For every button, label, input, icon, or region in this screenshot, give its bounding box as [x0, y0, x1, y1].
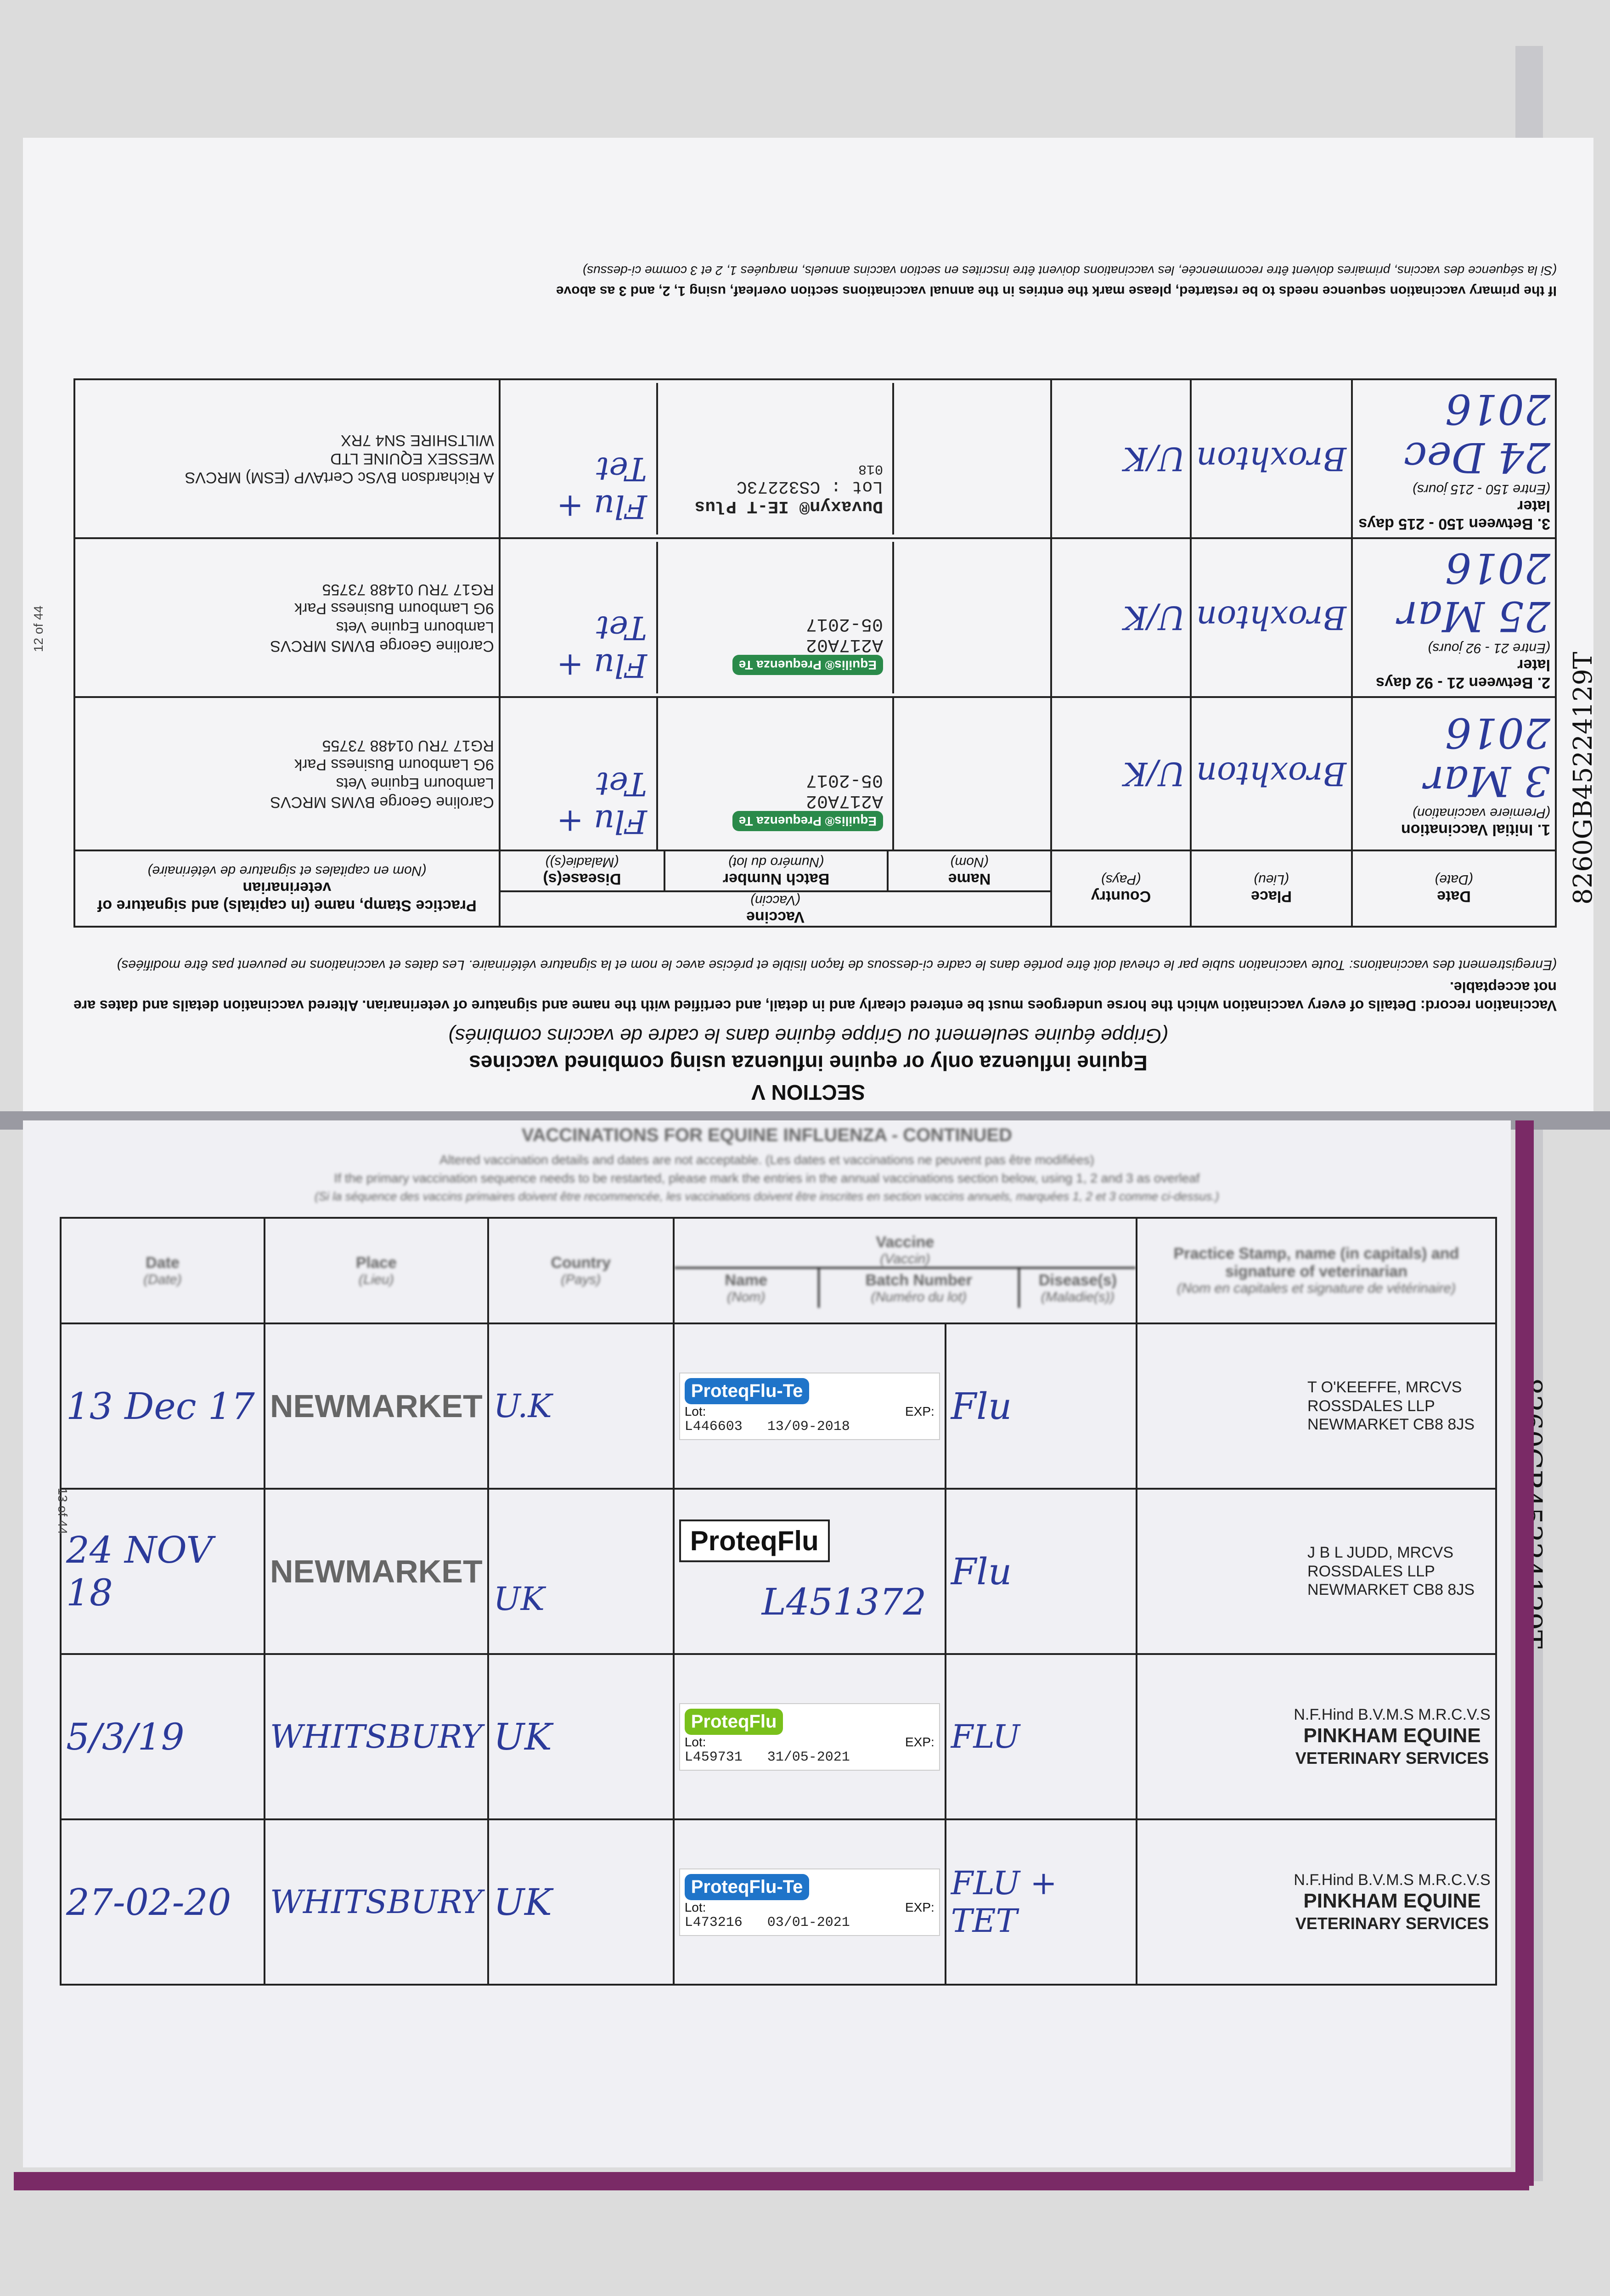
header-date-fr: (Date) — [143, 1272, 182, 1287]
header-practice: Practice Stamp, name (in capitals) and signature of veterinarian — [97, 879, 477, 914]
proteq-sticker — [679, 1703, 940, 1771]
header-date: Date — [1437, 888, 1471, 906]
disease-cell — [501, 383, 656, 535]
row-label-fr: (Entre 150 - 215 jours) — [1412, 482, 1550, 497]
header-batch: Batch Number — [865, 1272, 972, 1289]
disease-cell — [501, 698, 656, 850]
stamp-line: N.F.Hind B.V.M.S M.R.C.V.S — [1294, 1705, 1491, 1723]
stamp-line: ROSSDALES LLP — [1307, 1562, 1435, 1580]
country-value: UK — [493, 1880, 552, 1924]
header-place: Place — [355, 1254, 397, 1272]
restart-note: If the primary vaccination sequence needs to be restarted, please mark the entries in the annual vaccinations section below, using 1, 2 and 3 as overleaf — [334, 1171, 1200, 1185]
lot-value: A217A02 — [806, 634, 884, 655]
header-country-fr: (Pays) — [1101, 872, 1141, 888]
exp-prefix: EXP: — [905, 1734, 934, 1749]
place-value: Broxhton — [1196, 440, 1346, 478]
section-title: Equine influenza only or equine influenza using combined vaccines — [469, 1051, 1148, 1075]
vaccine-name: ProteqFlu-Te — [685, 1378, 810, 1404]
exp-value: 13/09-2018 — [767, 1418, 850, 1435]
vaccine-name: ProteqFlu-Te — [685, 1874, 810, 1900]
place-value: WHITSBURY — [270, 1883, 483, 1921]
header-batch: Batch Number — [722, 870, 830, 888]
stamp-line: A Richardson BVSc CertAVP (ESM) MRCVS — [185, 469, 494, 487]
continued-heading: VACCINATIONS FOR EQUINE INFLUENZA - CONTINUED — [521, 1125, 1013, 1145]
exp-value: 05-2017 — [806, 770, 884, 790]
stamp-line: 9G Lambourn Business Park — [294, 600, 494, 617]
vet-stamp — [1294, 1705, 1491, 1768]
exp-prefix: EXP: — [905, 1404, 934, 1418]
vaccine-name: ProteqFlu — [679, 1519, 830, 1562]
lot-value: L446603 — [684, 1418, 743, 1435]
table-row — [61, 1819, 1496, 1985]
header-disease: Disease(s) — [543, 870, 621, 888]
upside-down-page — [23, 138, 1598, 1111]
lot-value: L473216 — [684, 1914, 743, 1930]
page-number: 12 of 44 — [31, 605, 45, 652]
restart-instruction-fr: (Si la séquence des vaccins, primaires doivent être recommencée, les vaccinations doivent être inscrites en section vaccins annuels, marquées 1, 2 et 3 comme ci-dessus) — [582, 264, 1557, 278]
subheader-batch — [664, 851, 887, 890]
disease-value: Flu + Tet — [557, 450, 647, 525]
vet-stamp — [80, 431, 494, 487]
subheader-disease — [501, 851, 664, 890]
disease-value: FLU + TET — [951, 1864, 1057, 1940]
vet-stamp — [1307, 1378, 1491, 1434]
vaccine-subheaders — [501, 851, 1050, 892]
place-value: Broxhton — [1196, 755, 1346, 793]
country-value: UK — [493, 1580, 545, 1618]
row-label: 2. Between 21 - 92 days later — [1376, 656, 1550, 692]
row-label: 3. Between 150 - 215 days later — [1358, 497, 1550, 533]
header-batch-fr: (Numéro du lot) — [871, 1289, 967, 1305]
table-header-row — [61, 1218, 1496, 1323]
proteq-sticker — [679, 1373, 940, 1440]
restart-instruction: If the primary vaccination sequence needs to be restarted, please mark the entries in the annual vaccinations section overleaf, using 1, 2, and 3 as above — [556, 283, 1557, 298]
cover-edge-right — [1515, 1120, 1534, 2186]
lot-exp-line — [685, 1915, 934, 1930]
header-disease-fr: (Maladie(s)) — [545, 855, 619, 870]
header-country-fr: (Pays) — [561, 1272, 601, 1287]
stamp-line: NEWMARKET CB8 8JS — [1307, 1581, 1475, 1599]
table-row — [61, 1323, 1496, 1489]
stamp-line: RG17 7RU 01488 73755 — [322, 581, 494, 599]
header-vaccine-fr: (Vaccin) — [880, 1251, 930, 1266]
vet-stamp — [1307, 1543, 1491, 1599]
header-country: Country — [551, 1254, 611, 1272]
country-value: U.K — [493, 1387, 552, 1425]
subheader-name — [887, 851, 1050, 890]
lot-prefix: Lot: — [684, 1900, 706, 1914]
vaccine-name-cell — [892, 698, 1050, 850]
row-label-fr: (Premiere vaccination) — [1412, 805, 1550, 821]
vaccine-cells — [501, 698, 1050, 850]
passport-serial: 8260GB45224129T — [1568, 652, 1598, 905]
exp-value: 31/05-2021 — [767, 1749, 850, 1765]
vaccine-cells — [501, 383, 1050, 535]
header-disease: Disease(s) — [1038, 1272, 1117, 1289]
record-instruction: Vaccination record: Details of every vaccination which the horse undergoes must be entered clearly and in detail, and certified with the name and signature of veterinarian. Altered vaccination details and dates are not acceptable. — [73, 979, 1557, 1014]
lot-exp-line — [685, 1419, 934, 1435]
header-name: Name — [725, 1272, 768, 1289]
header-country: Country — [1091, 888, 1151, 906]
disease-value: Flu + Tet — [557, 765, 647, 840]
section-heading: SECTION V — [751, 1080, 865, 1104]
vet-stamp — [80, 580, 494, 655]
lot-exp-line — [685, 1750, 934, 1765]
header-place: Place — [1251, 888, 1292, 906]
stamp-line: ROSSDALES LLP — [1307, 1397, 1435, 1415]
place-value: Broxhton — [1196, 599, 1346, 636]
disease-cell — [501, 542, 656, 693]
vaccine-sticker: Equilis® Prequenza Te — [732, 811, 883, 831]
stamp-line: 9G Lambourn Business Park — [294, 756, 494, 773]
stamp-line: VETERINARY SERVICES — [1295, 1749, 1489, 1768]
vaccine-name: ProteqFlu — [685, 1709, 783, 1735]
header-vaccine: Vaccine — [876, 1233, 934, 1251]
vet-stamp — [1294, 1871, 1491, 1934]
exp-value: 05-2017 — [806, 613, 884, 634]
table-row — [61, 1654, 1496, 1819]
batch-cell — [656, 383, 892, 535]
date-value: 25 Mar 2016 — [1398, 544, 1550, 640]
vaccination-table-primary — [73, 378, 1557, 928]
table-row — [74, 697, 1556, 850]
restart-note-fr: (Si la séquence des vaccins primaires doivent être recommencée, les vaccinations doivent être inscrites en section vaccins annuels, marquées 1, 2 et 3 comme ci-dessus.) — [315, 1189, 1219, 1203]
header-practice: Practice Stamp, name (in capitals) and signature of veterinarian — [1173, 1245, 1459, 1280]
header-disease-fr: (Maladie(s)) — [1041, 1289, 1115, 1305]
batch-cell — [656, 698, 892, 850]
lot-value: L451372 — [761, 1581, 927, 1623]
stamp-line: N.F.Hind B.V.M.S M.R.C.V.S — [1294, 1871, 1491, 1889]
date-value: 27-02-20 — [66, 1880, 231, 1924]
stamp-line: Caroline George BVMS MRCVS — [270, 637, 494, 655]
disease-value: Flu — [951, 1550, 1012, 1593]
table-row — [74, 379, 1556, 538]
lot-value: L459731 — [684, 1749, 743, 1765]
header-vaccine: Vaccine — [746, 908, 805, 926]
disease-value: Flu — [951, 1384, 1012, 1428]
header-place-fr: (Lieu) — [1254, 872, 1289, 888]
header-vaccine-fr: (Vaccin) — [750, 893, 800, 908]
date-value: 24 Dec 2016 — [1404, 385, 1550, 481]
stamp-line: WESSEX EQUINE LTD — [330, 450, 494, 468]
stamp-line: Caroline George BVMS MRCVS — [270, 793, 494, 811]
sticker-labels — [685, 1404, 934, 1419]
stamp-line: Lambourn Equine Vets — [336, 774, 494, 792]
disease-value: Flu + Tet — [557, 609, 647, 684]
stamp-line: VETERINARY SERVICES — [1295, 1914, 1489, 1933]
stamp-line: J B L JUDD, MRCVS — [1307, 1543, 1454, 1561]
place-value: NEWMARKET — [270, 1553, 483, 1589]
place-value: NEWMARKET — [270, 1388, 483, 1424]
vaccine-sticker: Duvaxyn® IE-T Plus — [694, 496, 884, 516]
table-row — [61, 1489, 1496, 1654]
header-batch-fr: (Numéro du lot) — [728, 855, 824, 870]
header-name-fr: (Nom) — [950, 855, 989, 870]
stamp-line: PINKHAM EQUINE — [1303, 1890, 1481, 1913]
stamp-line: T O'KEEFFE, MRCVS — [1307, 1378, 1462, 1396]
date-value: 3 Mar 2016 — [1424, 709, 1550, 805]
sticker-labels — [685, 1735, 934, 1750]
vaccination-table-annual — [60, 1217, 1497, 1986]
country-value: U/K — [1123, 440, 1186, 478]
date-value: 24 NOV 18 — [66, 1529, 213, 1614]
record-instruction-fr: (Enregistrement des vaccinations: Toute vaccination subie par le cheval doit être portée dans le cadre ci-dessous de façon lisible et précise avec le nom et la signature vétérinaire. Les dates et vaccinations ne peuvent pas être modifiées) — [117, 957, 1557, 973]
vaccine-cells — [501, 542, 1050, 693]
lot-prefix: Lot: — [684, 1404, 706, 1418]
country-value: U/K — [1123, 599, 1186, 636]
table-header-row — [74, 850, 1556, 927]
header-name-fr: (Nom) — [727, 1289, 766, 1305]
altered-note: Altered vaccination details and dates are not acceptable. (Les dates et vaccinations ne peuvent pas être modifiées) — [439, 1153, 1094, 1167]
lot-value: Lot : CS32273C — [736, 477, 884, 496]
stamp-line: RG17 7RU 01488 73755 — [322, 737, 494, 755]
date-value: 5/3/19 — [66, 1715, 185, 1758]
header-date-fr: (Date) — [1435, 872, 1473, 888]
stamp-line: PINKHAM EQUINE — [1303, 1724, 1481, 1747]
header-practice-fr: (Nom en capitales et signature de vétérinaire) — [1177, 1281, 1456, 1296]
header-place-fr: (Lieu) — [359, 1272, 394, 1287]
vaccine-name-cell — [892, 542, 1050, 693]
header-name: Name — [948, 870, 991, 888]
cover-edge-bottom — [14, 2172, 1529, 2190]
lot-prefix: Lot: — [684, 1734, 706, 1749]
vet-stamp — [80, 736, 494, 811]
exp-value: 03/01-2021 — [767, 1914, 850, 1930]
header-date: Date — [146, 1254, 180, 1272]
vaccine-sticker: Equilis® Prequenza Te — [732, 655, 883, 675]
disease-value: FLU — [951, 1718, 1020, 1756]
page-number: 13 of 44 — [56, 1488, 70, 1535]
date-value: 13 Dec 17 — [66, 1384, 255, 1428]
subheader-disease — [1020, 1269, 1136, 1308]
place-value: WHITSBURY — [270, 1718, 483, 1756]
stamp-line: WILTSHIRE SN4 7RX — [341, 431, 494, 449]
stamp-line: NEWMARKET CB8 8JS — [1307, 1416, 1475, 1434]
vaccine-name-cell — [892, 383, 1050, 535]
section-title-fr: (Grippe équine seulement ou Grippe équine dans le cadre de vaccins combinés) — [448, 1024, 1168, 1047]
table-row — [74, 538, 1556, 697]
passport-page-12 — [23, 138, 1598, 1111]
country-value: UK — [493, 1715, 552, 1758]
proteq-sticker — [679, 1868, 940, 1936]
subheader-name — [675, 1269, 820, 1308]
vaccine-subheaders — [675, 1267, 1136, 1308]
header-practice-fr: (Nom en capitales et signature de vétérinaire) — [147, 863, 427, 878]
stamp-line: Lambourn Equine Vets — [336, 618, 494, 636]
batch-cell — [656, 542, 892, 693]
row-label-fr: (Entre 21 - 92 jours) — [1428, 641, 1550, 656]
passport-page-13 — [23, 1120, 1511, 2167]
country-value: U/K — [1123, 755, 1186, 793]
exp-value: 018 — [858, 461, 884, 477]
row-label: 1. Initial Vaccination — [1401, 821, 1550, 839]
subheader-batch — [820, 1269, 1020, 1308]
exp-prefix: EXP: — [905, 1900, 934, 1914]
lot-value: A217A02 — [806, 790, 884, 811]
sticker-labels — [685, 1900, 934, 1915]
